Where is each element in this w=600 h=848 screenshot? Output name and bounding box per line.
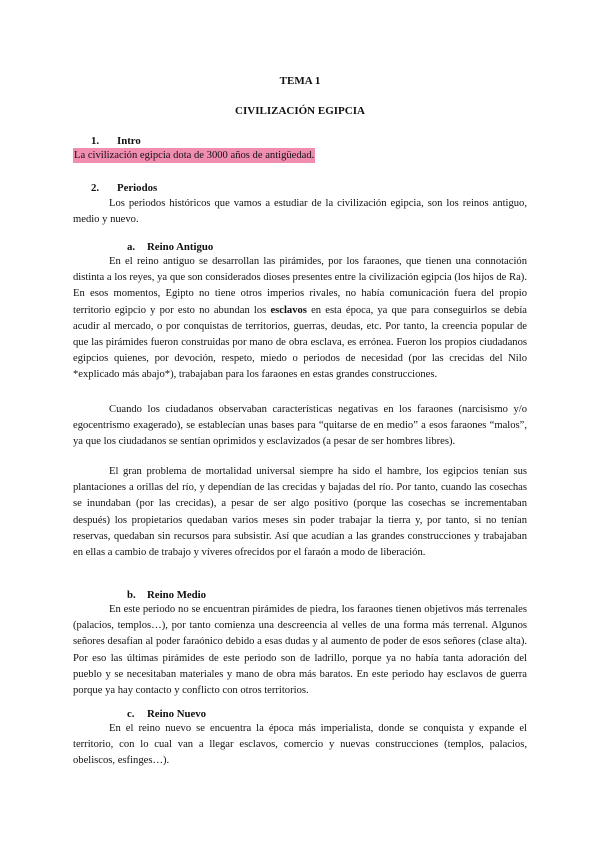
paragraph-reino-antiguo-3: El gran problema de mortalidad universal siempre ha sido el hambre, los egipcios tenían sus plantaciones a orillas del río, y dependían de las crecidas y bajadas del río. Por tanto, cuando las cosechas se inundaban (por las crecidas), a pesar de ser algo positivo (porque las cosechas se incrementaban después) los propietarios quedaban varios meses sin poder trabajar la tierra y, por tanto, si no tenían reservas, quedaban sin recursos para subsistir. Así que acudían a las grandes construcciones y trabajaban en ellas a cambio de trabajo y víveres ofrecidos por el faraón a modo de liberación. (73, 466, 527, 559)
section-heading-intro (91, 133, 141, 149)
subsection-title: Reino Antiguo (147, 241, 214, 253)
section-heading-periodos (91, 180, 157, 196)
subsection-title: Reino Nuevo (147, 708, 207, 720)
subsection-title: Reino Medio (147, 589, 207, 601)
section-number: 2. (91, 182, 100, 194)
doc-title: TEMA 1 (279, 75, 321, 87)
highlighted-intro-text: La civilización egipcia dota de 3000 años de antigüedad. (74, 150, 315, 161)
section-number: 1. (91, 135, 100, 147)
paragraph-reino-antiguo-2: Cuando los ciudadanos observaban características negativas en los faraones (narcisismo y/o egocentrismo exagerado), se establecían unas bases para “quitarse de en medio” a esos faraones “malos”, ya que los ciudadanos se sentían oprimidos y esclavizados (a pesar de ser hombres libres). (73, 404, 527, 448)
subsection-heading-reino-medio (127, 587, 206, 603)
subsection-heading-reino-antiguo (127, 239, 213, 255)
subsection-heading-reino-nuevo (127, 706, 206, 722)
paragraph-periodos: Los periodos históricos que vamos a estudiar de la civilización egipcia, son los reinos antiguo, medio y nuevo. (73, 198, 527, 226)
subsection-letter: c. (127, 708, 135, 720)
paragraph-reino-medio: En este periodo no se encuentran pirámides de piedra, los faraones tienen objetivos más terrenales (palacios, templos…), por tanto comienza una descreencia al velles de una forma más terrenal. Algunos señores desafían al poder faraónico debido a esas dudas y al aumento de poder de esos señores (clase alta). Por eso las últimas pirámides de este periodo son de ladrillo, porque ya no había tanta adoración del pueblo y se necesitaban materiales y mano de obra más baratos. En este periodo hay esclavos de guerra porque ya hay contacto y conflicto con otros territorios. (73, 604, 527, 697)
section-title: Intro (117, 135, 141, 147)
doc-subtitle: CIVILIZACIÓN EGIPCIA (235, 105, 365, 117)
bold-term-esclavos: esclavos (270, 304, 307, 316)
subsection-letter: a. (127, 241, 136, 253)
paragraph-reino-antiguo-1: En el reino antiguo se desarrollan las pirámides, por los faraones, que tienen una connotación distinta a los reyes, ya que son considerados dioses presentes entre la civilización egipcia (los hijos de Ra). En esos momentos, Egipto no tiene otros imperios rivales, no había comunicación fuera del propio territorio egipcio y por esto no abundan los esclavos en esta época, ya que para conseguirlos se debía acudir al mercado, o por conquistas de territorios, guerras, deudas, etc. Por tanto, la creencia popular de que las pirámides fueron construidas por mano de obra esclava, es errónea. Fueron los propios ciudadanos egipcios quienes, por devoción, respeto, miedo o periodos de necesidad (por las crecidas del Nilo *explicado más abajo*), trabajaban para los faraones en estas grandes construcciones. (73, 256, 527, 381)
paragraph-reino-nuevo: En el reino nuevo se encuentra la época más imperialista, donde se conquista y expande el territorio, con lo cual van a llegar esclavos, comercio y nuevas construcciones (templos, palacios, obeliscos, esfinges…). (73, 723, 527, 767)
subsection-letter: b. (127, 589, 136, 601)
section-title: Periodos (117, 182, 158, 194)
